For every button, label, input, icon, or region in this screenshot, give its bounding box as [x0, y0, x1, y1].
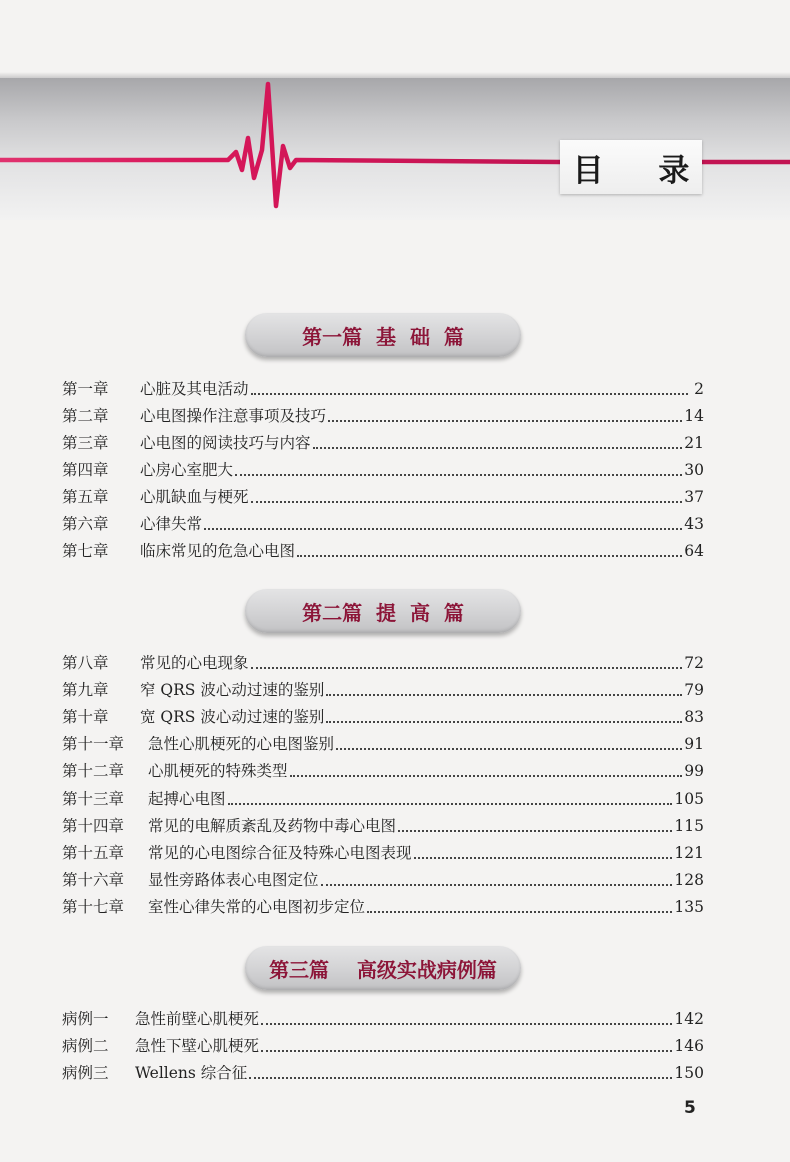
entry-number: 第十七章	[62, 898, 125, 916]
entry-number: 第四章	[62, 461, 109, 479]
leader-dots	[326, 694, 682, 696]
leader-dots	[290, 775, 683, 777]
part-2-label: 第二篇 提 高 篇	[302, 600, 464, 625]
entry-number: 第五章	[62, 488, 109, 506]
leader-dots	[336, 748, 682, 750]
entry-page: 14	[684, 407, 704, 425]
entry-page: 150	[674, 1064, 704, 1082]
toc-entry[interactable]	[62, 484, 704, 511]
leader-dots	[313, 447, 683, 449]
toc-entry[interactable]	[62, 1060, 704, 1087]
entry-number: 第六章	[62, 515, 109, 533]
entry-page: 105	[674, 790, 704, 808]
leader-dots	[326, 721, 682, 723]
part-2-heading	[245, 589, 521, 633]
leader-dots	[251, 667, 683, 669]
leader-dots	[235, 474, 682, 476]
part-1-label: 第一篇 基 础 篇	[302, 324, 464, 349]
leader-dots	[204, 528, 682, 530]
entry-page: 2	[694, 380, 704, 398]
entry-number: 第十一章	[62, 735, 125, 753]
toc-entry[interactable]	[62, 457, 704, 484]
entry-page: 21	[684, 434, 704, 452]
entry-title: 急性前壁心肌梗死	[135, 1010, 260, 1028]
entry-title: 显性旁路体表心电图定位	[148, 871, 319, 889]
toc-entry[interactable]	[62, 867, 704, 894]
toc-entry[interactable]	[62, 538, 704, 565]
leader-dots	[367, 911, 672, 913]
toc-entry[interactable]	[62, 786, 704, 813]
leader-dots	[261, 1050, 672, 1052]
entry-number: 第十五章	[62, 844, 125, 862]
leader-dots	[251, 501, 683, 503]
entry-number: 第九章	[62, 681, 109, 699]
part-3-heading	[245, 946, 521, 990]
entry-number: 第十章	[62, 708, 109, 726]
toc-entry[interactable]	[62, 677, 704, 704]
toc-entry[interactable]	[62, 1033, 704, 1060]
entry-title: 宽 QRS 波心动过速的鉴别	[140, 708, 325, 726]
entry-title: 心脏及其电活动	[140, 380, 249, 398]
entry-page: 115	[674, 817, 704, 835]
entry-number: 病例三	[62, 1064, 109, 1082]
entry-title: 临床常见的危急心电图	[140, 542, 296, 560]
entry-page: 128	[674, 871, 704, 889]
leader-dots	[328, 420, 682, 422]
page-title-box	[560, 140, 712, 194]
toc-entry[interactable]	[62, 1006, 704, 1033]
entry-title: 常见的心电图综合征及特殊心电图表现	[148, 844, 412, 862]
entry-page: 79	[684, 681, 704, 699]
entry-page: 37	[684, 488, 704, 506]
entry-title: 心律失常	[140, 515, 203, 533]
toc-entry[interactable]	[62, 511, 704, 538]
entry-page: 99	[684, 762, 704, 780]
entry-number: 第十二章	[62, 762, 125, 780]
entry-page: 30	[684, 461, 704, 479]
entry-title: 急性心肌梗死的心电图鉴别	[148, 735, 335, 753]
entry-title: 急性下壁心肌梗死	[135, 1037, 260, 1055]
entry-page: 121	[674, 844, 704, 862]
entry-page: 64	[684, 542, 704, 560]
page-title: 目 录	[572, 152, 712, 189]
leader-dots	[251, 393, 688, 395]
entry-number: 病例一	[62, 1010, 109, 1028]
entry-number: 第二章	[62, 407, 109, 425]
entry-title: 常见的电解质紊乱及药物中毒心电图	[148, 817, 397, 835]
leader-dots	[249, 1077, 672, 1079]
leader-dots	[398, 830, 672, 832]
entry-title: 起搏心电图	[148, 790, 226, 808]
entry-page: 91	[684, 735, 704, 753]
entry-title: 窄 QRS 波心动过速的鉴别	[140, 681, 325, 699]
entry-number: 第八章	[62, 654, 109, 672]
toc-entry[interactable]	[62, 813, 704, 840]
toc-entry[interactable]	[62, 650, 704, 677]
entry-page: 142	[674, 1010, 704, 1028]
leader-dots	[414, 857, 673, 859]
entry-number: 第七章	[62, 542, 109, 560]
entry-number: 病例二	[62, 1037, 109, 1055]
entry-page: 43	[684, 515, 704, 533]
toc-entry[interactable]	[62, 758, 704, 785]
leader-dots	[261, 1023, 672, 1025]
entry-page: 135	[674, 898, 704, 916]
entry-number: 第十四章	[62, 817, 125, 835]
part-1-heading	[245, 313, 521, 357]
entry-title: 心电图操作注意事项及技巧	[140, 407, 327, 425]
part-3-label: 第三篇 高级实战病例篇	[269, 957, 497, 982]
entry-title: 常见的心电现象	[140, 654, 249, 672]
page-number: 5	[684, 1098, 696, 1118]
leader-dots	[228, 803, 673, 805]
toc-entry[interactable]	[62, 704, 704, 731]
entry-number: 第十三章	[62, 790, 125, 808]
toc-entry[interactable]	[62, 731, 704, 758]
entry-title: 心电图的阅读技巧与内容	[140, 434, 311, 452]
entry-number: 第十六章	[62, 871, 125, 889]
toc-entry[interactable]	[62, 430, 704, 457]
leader-dots	[321, 884, 673, 886]
entry-title: 心肌梗死的特殊类型	[148, 762, 288, 780]
entry-number: 第三章	[62, 434, 109, 452]
entry-title: 心房心室肥大	[140, 461, 234, 479]
entry-page: 146	[674, 1037, 704, 1055]
toc-entry[interactable]	[62, 403, 704, 430]
entry-page: 83	[684, 708, 704, 726]
entry-title: Wellens 综合征	[135, 1064, 248, 1082]
entry-page: 72	[684, 654, 704, 672]
toc-entry[interactable]	[62, 376, 704, 403]
entry-number: 第一章	[62, 380, 109, 398]
entry-title: 心肌缺血与梗死	[140, 488, 249, 506]
toc-entry[interactable]	[62, 840, 704, 867]
entry-title: 室性心律失常的心电图初步定位	[148, 898, 366, 916]
leader-dots	[297, 555, 682, 557]
toc-entry[interactable]	[62, 894, 704, 921]
